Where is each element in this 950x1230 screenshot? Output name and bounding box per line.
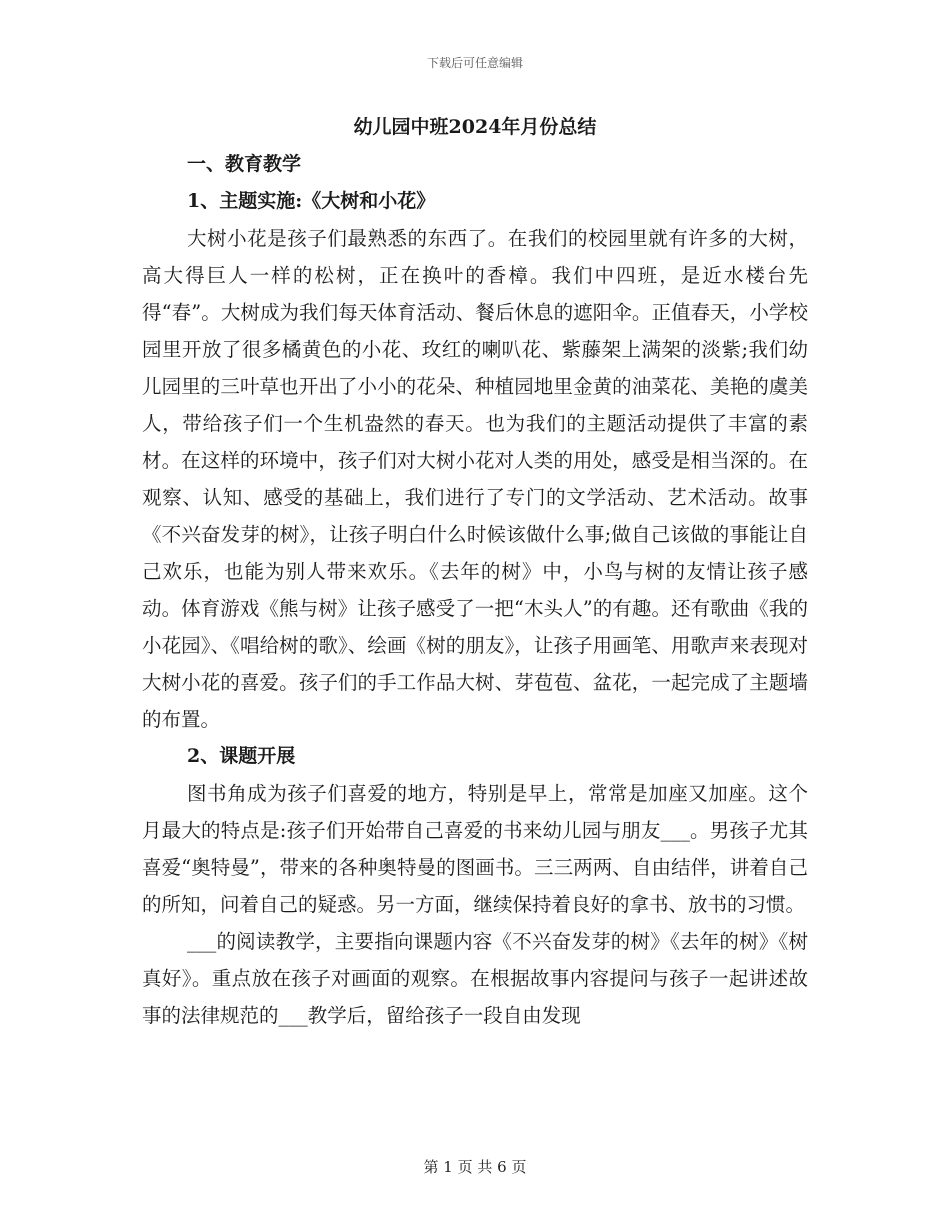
subsection-heading-theme: 1、主题实施:《大树和小花》 (187, 190, 436, 212)
page-header-note: 下载后可任意编辑 (426, 56, 523, 70)
document-title: 幼儿园中班2024年月份总结 (353, 116, 597, 138)
paragraph-theme: 大树小花是孩子们最熟悉的东西了。在我们的校园里就有许多的大树，高大得巨人一样的松树，正在换叶的香樟。我们中四班，是近水楼台先得“春”。大树成为我们每天体育活动、餐后休息的遮阳伞。正值春天，小学校园里开放了很多橘黄色的小花、玫红的喇叭花、紫藤架上满架的淡紫;我们幼儿园里的三叶草也开出了小小的花朵、种植园地里金黄的油菜花、美艳的虞美人，带给孩子们一个生机盎然的春天。也为我们的主题活动提供了丰富的素材。在这样的环境中，孩子们对大树小花对人类的用处，感受是相当深的。在观察、认知、感受的基础上，我们进行了专门的文学活动、艺术活动。故事《不兴奋发芽的树》，让孩子明白什么时候该做什么事;做自己该做的事能让自己欢乐，也能为别人带来欢乐。《去年的树》中，小鸟与树的友情让孩子感动。体育游戏《熊与树》让孩子感受了一把“木头人”的有趣。还有歌曲《我的小花园》、《唱给树的歌》、绘画《树的朋友》，让孩子用画笔、用歌声来表现对大树小花的喜爱。孩子们的手工作品大树、芽苞苞、盆花，一起完成了主题墙的布置。 (142, 227, 808, 731)
paragraph-reading-corner: 图书角成为孩子们喜爱的地方，特别是早上，常常是加座又加座。这个月最大的特点是:孩子们开始带自己喜爱的书来幼儿园与朋友___。男孩子尤其喜爱“奥特曼”，带来的各种奥特曼的图画书。三三两两、自由结伴，讲着自己的所知，问着自己的疑惑。另一方面，继续保持着良好的拿书、放书的习惯。 (142, 782, 808, 916)
page-footer-number: 第 1 页 共 6 页 (423, 1158, 527, 1176)
section-heading-education: 一、教育教学 (187, 153, 302, 175)
paragraph-reading-teaching: ___的阅读教学，主要指向课题内容《不兴奋发芽的树》《去年的树》《树真好》。重点放在孩子对画面的观察。在根据故事内容提问与孩子一起讲述故事的法律规范的___教学后，留给孩子一段自由发现 (142, 930, 808, 1027)
document-body (142, 108, 808, 1034)
subsection-heading-project: 2、课题开展 (187, 745, 296, 767)
